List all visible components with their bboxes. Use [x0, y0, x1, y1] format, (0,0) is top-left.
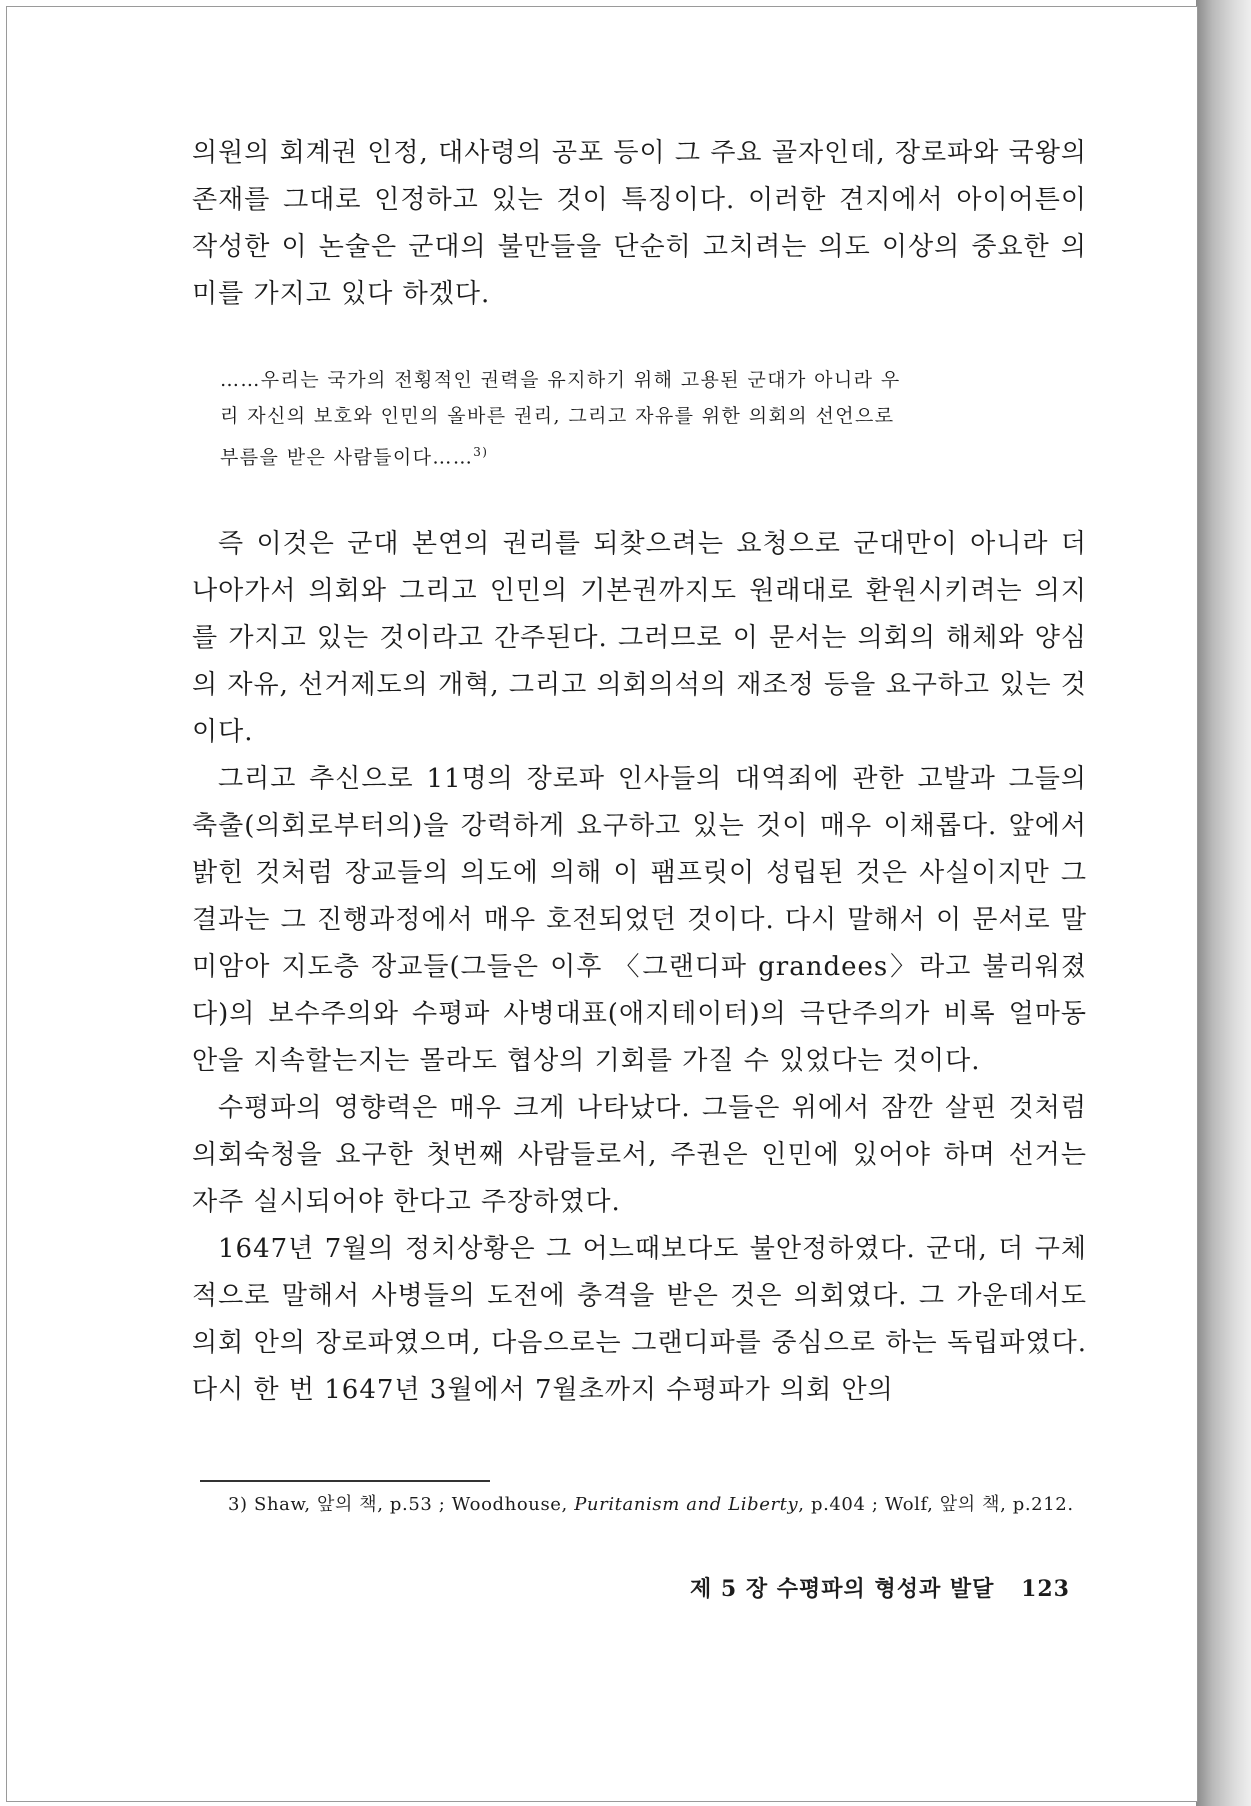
- paragraph-2: 그리고 추신으로 11명의 장로파 인사들의 대역죄에 관한 고발과 그들의 축출(의회로부터의)을 강력하게 요구하고 있는 것이 매우 이채롭다. 앞에서 밝힌 것처럼 장교들의 의도에 의해 이 팸프릿이 성립된 것은 사실이지만 그 결과는 그 진행과정에서 매우 호전되었던 것이다. 다시 말해서 이 문서로 말미암아 지도층 장교들(그들은 이후 〈그랜디파 grandees〉라고 불리워졌다)의 보수주의와 수평파 사병대표(애지테이터)의 극단주의가 비록 얼마동안을 지속할는지는 몰라도 협상의 기회를 가질 수 있었다는 것이다.: [192, 764, 1087, 1077]
- footnote-text-1: Shaw, 앞의 책, p.53 ; Woodhouse,: [254, 1494, 568, 1515]
- quote-line-1: ……우리는 국가의 전횡적인 권력을 유지하기 위해 고용된 군대가 아니라 우: [220, 369, 901, 391]
- footnote-marker: 3): [228, 1494, 248, 1515]
- quote-line-2: 리 자신의 보호와 인민의 올바른 권리, 그리고 자유를 위한 의회의 선언으로: [220, 405, 895, 427]
- footnote-ref: 3): [473, 445, 489, 459]
- page-number: 123: [1021, 1576, 1070, 1602]
- footnote: [228, 1488, 1088, 1522]
- footnote-divider: [200, 1480, 490, 1482]
- paragraph-1: 즉 이것은 군대 본연의 권리를 되찾으려는 요청으로 군대만이 아니라 더 나아가서 의회와 그리고 인민의 기본권까지도 원래대로 환원시키려는 의지를 가지고 있는 것이라고 간주된다. 그러므로 이 문서는 의회의 해체와 양심의 자유, 선거제도의 개혁, 그리고 의회의석의 재조정 등을 요구하고 있는 것이다.: [192, 529, 1087, 748]
- block-quote: [220, 362, 1087, 475]
- paragraph-3: 수평파의 영향력은 매우 크게 나타났다. 그들은 위에서 잠깐 살핀 것처럼 의회숙청을 요구한 첫번째 사람들로서, 주권은 인민에 있어야 하며 선거는 자주 실시되어야 한다고 주장하였다.: [192, 1093, 1087, 1218]
- quote-line-3: [220, 434, 1087, 475]
- main-text: [192, 130, 1087, 1414]
- paragraph-intro: 의원의 회계권 인정, 대사령의 공포 등이 그 주요 골자인데, 장로파와 국왕의 존재를 그대로 인정하고 있는 것이 특징이다. 이러한 견지에서 아이어튼이 작성한 이 논술은 군대의 불만들을 단순히 고치려는 의도 이상의 중요한 의미를 가지고 있다 하겠다.: [192, 138, 1087, 309]
- quote-line-3-text: 부름을 받은 사람들이다……: [220, 446, 474, 469]
- running-footer: [670, 1572, 1070, 1603]
- paragraph-4: 1647년 7월의 정치상황은 그 어느때보다도 불안정하였다. 군대, 더 구체적으로 말해서 사병들의 도전에 충격을 받은 것은 의회였다. 그 가운데서도 의회 안의 장로파였으며, 다음으로는 그랜디파를 중심으로 하는 독립파였다. 다시 한 번 1647년 3월에서 7월초까지 수평파가 의회 안의: [192, 1234, 1087, 1406]
- page-edge-shadow: [1196, 0, 1251, 1806]
- chapter-title: 제 5 장 수평파의 형성과 발달: [690, 1576, 995, 1602]
- footnote-book-title: Puritanism and Liberty: [574, 1494, 799, 1515]
- footnote-text-2: , p.404 ; Wolf, 앞의 책, p.212.: [798, 1494, 1074, 1515]
